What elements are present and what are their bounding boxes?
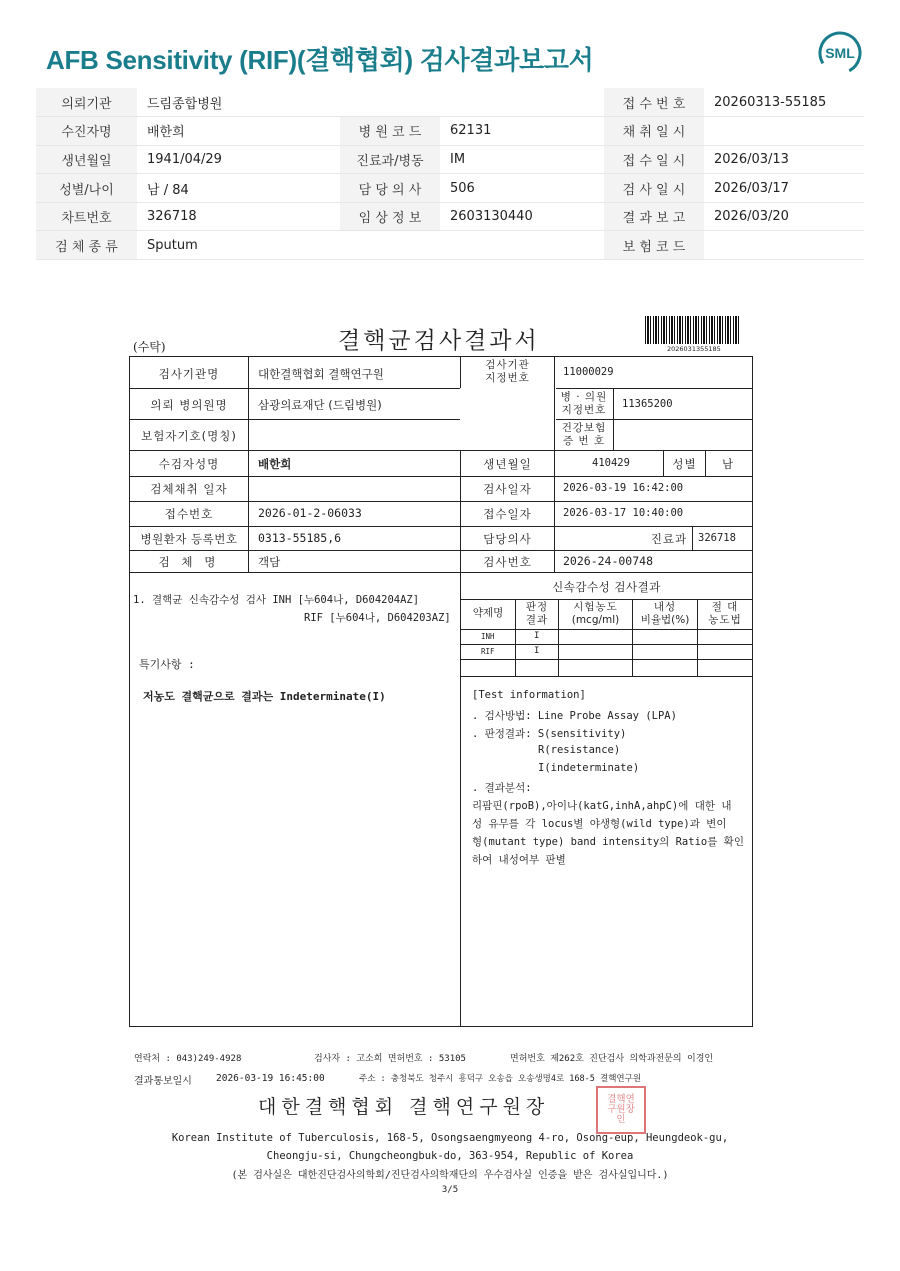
test-info-text-3: 형(mutant type) band intensity의 Ratio를 확인 [472, 836, 744, 848]
receipt-number-label: 접 수 번 호 [604, 88, 704, 117]
patient-name-form-label: 수검자성명 [158, 457, 220, 471]
nhis-label-2: 증 번 호 [562, 435, 606, 447]
test-item-line-2: RIF [누604나, D604203AZ] [304, 612, 451, 624]
info-row [36, 88, 864, 117]
info-row [36, 145, 864, 174]
receipt-time-label: 접 수 일 시 [604, 145, 704, 174]
receipt-date-label: 접수일자 [483, 507, 532, 521]
barcode [645, 316, 741, 344]
col-conc-header-1: 시험농도 [573, 601, 618, 613]
department-label: 진료과/병동 [340, 145, 440, 174]
doctor-value: 506 [440, 174, 604, 203]
patient-name-label: 수진자명 [36, 117, 137, 146]
clinical-info-label: 임 상 정 보 [340, 202, 440, 231]
requesting-clinic-label: 의뢰 병의원명 [150, 398, 228, 412]
info-row [36, 202, 864, 231]
sex-form: 남 [722, 457, 734, 471]
test-info-text-4: 하여 내성여부 판별 [472, 854, 566, 866]
page-number: 3/5 [441, 1185, 459, 1195]
col-ratio-header-1: 내성 [653, 601, 677, 613]
collection-date-label: 검체채취 일자 [150, 482, 228, 496]
examiner: 검사자 : 고소희 면허번호 : 53105 [314, 1054, 466, 1064]
special-notes-label: 특기사항 : [139, 658, 195, 671]
result-table-title: 신속감수성 검사결과 [552, 580, 661, 594]
lab-code: 11000029 [563, 366, 614, 378]
contact: 연락처 : 043)249-4928 [134, 1054, 242, 1064]
specimen-form-label: 검 체 명 [158, 555, 220, 569]
report-title: AFB Sensitivity (RIF)(결핵협회) 검사결과보고서 [46, 45, 594, 75]
hospital-reg: 0313-55185,6 [258, 531, 342, 545]
col-abs-header-1: 절 대 [711, 601, 739, 613]
result-report-label: 결 과 보 고 [604, 202, 704, 231]
receipt-number-value: 20260313-55185 [704, 88, 864, 117]
receipt-no: 2026-01-2-06033 [258, 506, 362, 520]
dept-form-value: 326718 [698, 532, 736, 544]
sex-age-value: 남 / 84 [137, 174, 340, 203]
info-row [36, 174, 864, 203]
requesting-clinic: 삼광의료재단 (드림병원) [258, 398, 382, 412]
insurer-label: 보험자기호(명칭) [141, 429, 237, 443]
barcode-number: 2026031355185 [667, 345, 721, 353]
test-date: 2026-03-19 16:42:00 [563, 482, 684, 494]
patient-info-table [36, 88, 864, 260]
test-info-text-1: 리팜핀(rpoB),아이나(katG,inhA,ahpC)에 대한 내 [472, 800, 732, 812]
nhis-label-1: 건강보험 [561, 422, 607, 434]
sex-form-label: 성별 [672, 457, 697, 471]
drug-result: I [534, 631, 540, 641]
info-row [36, 117, 864, 146]
result-report-value: 2026/03/20 [704, 202, 864, 231]
col-drug-header: 약제명 [472, 607, 504, 619]
dob-form-label: 생년월일 [483, 457, 532, 471]
chart-number-label: 차트번호 [36, 202, 137, 231]
lab-name-label: 검사기관명 [158, 367, 220, 381]
form-title: 결핵균검사결과서 [338, 328, 540, 354]
clinic-code-label-2: 지정번호 [561, 404, 607, 416]
patient-name-value: 배한희 [137, 117, 340, 146]
institution-label: 의뢰기관 [36, 88, 137, 117]
address-kr: 주소 : 충청북도 청주시 흥덕구 오송읍 오송생명4로 168-5 결핵연구원 [359, 1074, 642, 1084]
test-info-method: . 검사방법: Line Probe Assay (LPA) [472, 710, 677, 722]
report-time: 2026-03-19 16:45:00 [216, 1073, 325, 1084]
address-en-2: Cheongju-si, Chungcheongbuk-do, 363-954, Republic of Korea [266, 1150, 634, 1162]
test-info-heading: [Test information] [472, 689, 586, 701]
test-date-label: 검사일자 [483, 482, 532, 496]
lab-code-label-2: 지정번호 [485, 372, 530, 384]
info-row [36, 231, 864, 260]
receipt-time-value: 2026/03/13 [704, 145, 864, 174]
institution-value: 드림종합병원 [137, 88, 340, 117]
specialist: 면허번호 제262호 진단검사 의학과전문의 이경인 [510, 1054, 714, 1064]
hospital-code-value: 62131 [440, 117, 604, 146]
col-abs-header-2: 농도법 [708, 614, 742, 626]
department-value: IM [440, 145, 604, 174]
test-item-line-1: 1. 결핵균 신속감수성 검사 INH [누604나, D604204AZ] [133, 594, 420, 606]
report-time-label: 결과통보일시 [134, 1076, 192, 1087]
patient-name-form: 배한희 [258, 457, 292, 471]
dob-form: 410429 [592, 457, 630, 469]
lab-code-label-1: 검사기관 [485, 359, 530, 371]
drug-name: INH [481, 632, 495, 641]
address-en-1: Korean Institute of Tuberculosis, 168-5, Osongsaengmyeong 4-ro, Osong-eup, Heungdeok-gu, [171, 1132, 729, 1144]
dob-value: 1941/04/29 [137, 145, 340, 174]
sml-logo [817, 30, 863, 76]
test-info-analysis: . 결과분석: [472, 782, 532, 794]
doctor-label: 담 당 의 사 [340, 174, 440, 203]
insurance-code-value [704, 231, 864, 260]
drug-result: I [534, 646, 540, 656]
insurance-code-label: 보 험 코 드 [604, 231, 704, 260]
hospital-reg-label: 병원환자 등록번호 [140, 532, 238, 546]
collection-time-label: 채 취 일 시 [604, 117, 704, 146]
col-conc-header-2: (mcg/ml) [571, 614, 620, 626]
clinic-code-label-1: 병 · 의원 [560, 391, 608, 403]
receipt-no-label: 접수번호 [164, 507, 214, 521]
chart-number-value: 326718 [137, 202, 340, 231]
test-no: 2026-24-00748 [563, 554, 654, 568]
test-info-text-2: 성 유무를 각 locus별 야생형(wild type)과 변이 [472, 818, 727, 830]
drug-name: RIF [481, 647, 495, 656]
test-info-judge: . 판정결과: S(sensitivity) [472, 728, 627, 740]
test-info-judge-i: I(indeterminate) [538, 762, 640, 774]
col-judge-header-2: 결과 [525, 614, 549, 626]
sex-age-label: 성별/나이 [36, 174, 137, 203]
test-time-value: 2026/03/17 [704, 174, 864, 203]
copy-mark: (수탁) [133, 340, 166, 354]
special-notes: 저농도 결핵균으로 결과는 Indeterminate(I) [143, 690, 386, 703]
test-info-judge-r: R(resistance) [538, 744, 621, 756]
hospital-code-label: 병 원 코 드 [340, 117, 440, 146]
clinical-info-value: 2603130440 [440, 202, 604, 231]
receipt-date: 2026-03-17 10:40:00 [563, 507, 684, 519]
specimen-form: 객담 [258, 555, 281, 569]
official-seal [596, 1086, 646, 1134]
dob-label: 생년월일 [36, 145, 137, 174]
specimen-type-label: 검 체 종 류 [36, 231, 137, 260]
dept-form-label: 진료과 [650, 532, 688, 546]
lab-name: 대한결핵협회 결핵연구원 [258, 367, 384, 381]
institute-name: 대한결핵협회 결핵연구원장 [258, 1096, 550, 1118]
doctor-form-label: 담당의사 [483, 532, 532, 546]
col-ratio-header-2: 비율법(%) [640, 614, 690, 626]
test-time-label: 검 사 일 시 [604, 174, 704, 203]
logo-text: SML [825, 45, 855, 61]
col-judge-header-1: 판정 [525, 601, 549, 613]
clinic-code: 11365200 [622, 398, 673, 410]
seal-text: 결핵연구원장인 [607, 1094, 635, 1125]
test-no-label: 검사번호 [483, 555, 532, 569]
certification-note: (본 검사실은 대한진단검사의학회/진단검사의학재단의 우수검사실 인증을 받은 검사실입니다.) [231, 1170, 669, 1181]
specimen-type-value: Sputum [137, 231, 340, 260]
collection-time-value [704, 117, 864, 146]
